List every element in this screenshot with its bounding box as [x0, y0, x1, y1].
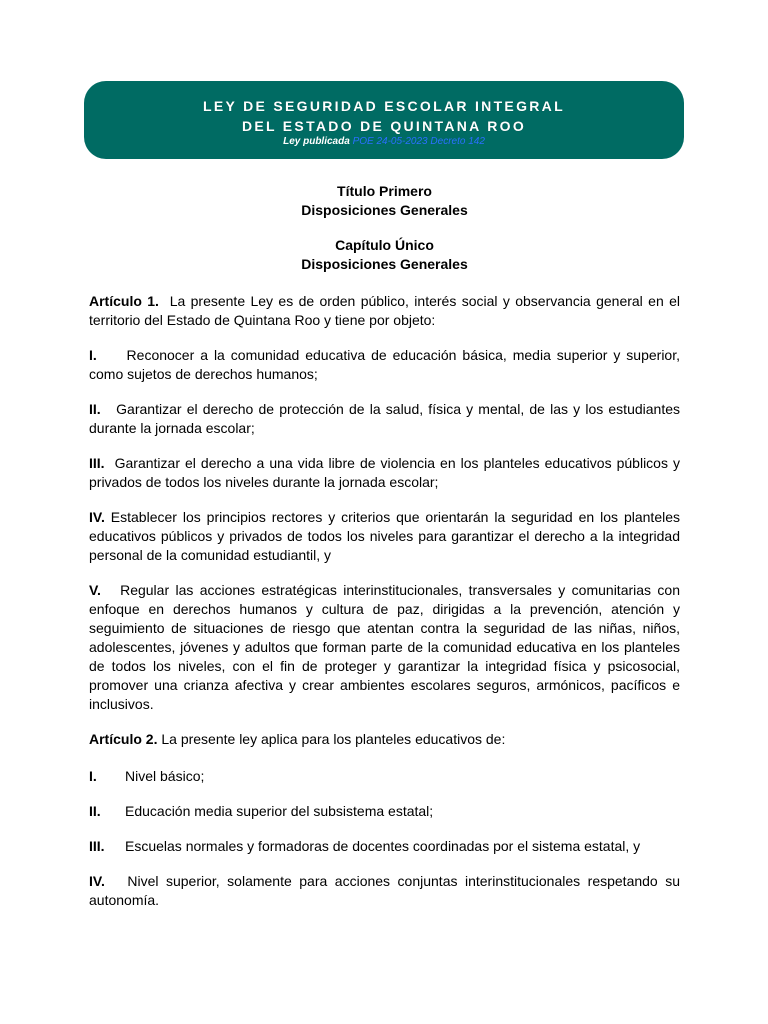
- item-text: Reconocer a la comunidad educativa de educación básica, media superior y superior, como sujetos de derechos humanos;: [89, 347, 680, 382]
- law-title-line1: LEY DE SEGURIDAD ESCOLAR INTEGRAL: [203, 98, 565, 114]
- article-1-label: Artículo 1.: [89, 293, 159, 309]
- item-number: II.: [89, 401, 101, 417]
- item-number: II.: [89, 803, 101, 819]
- document-body: [89, 182, 680, 910]
- article-1-item-v: [89, 581, 680, 714]
- item-text: Escuelas normales y formadoras de docentes coordinadas por el sistema estatal, y: [125, 838, 641, 854]
- item-text: Regular las acciones estratégicas interinstitucionales, transversales y comunitarias con enfoque en derechos humanos y cultura de paz, dirigidas a la prevención, atención y seguimiento de situaciones de riesgo que atentan contra la seguridad de las niñas, niños, adolescentes, jóvenes y adultos que forman parte de la comunidad educativa en los planteles de todos los niveles, con el fin de proteger y garantizar la integridad física y psicosocial, promover una crianza afectiva y crear ambientes escolares seguros, armónicos, pacíficos e inclusivos.: [89, 582, 680, 712]
- published-link-poe[interactable]: POE 24-05-2023: [352, 136, 428, 147]
- published-label: Ley publicada: [283, 136, 350, 147]
- item-number: IV.: [89, 509, 105, 525]
- article-2-text: La presente ley aplica para los planteles educativos de:: [161, 731, 506, 747]
- item-number: V.: [89, 582, 101, 598]
- item-text: Garantizar el derecho de protección de la salud, física y mental, de las y los estudiantes durante la jornada escolar;: [89, 401, 681, 436]
- article-2-label: Artículo 2.: [89, 731, 158, 747]
- heading-disposiciones-generales-1: Disposiciones Generales: [301, 202, 468, 218]
- item-number: III.: [89, 455, 105, 471]
- article-1-item-iv: [89, 508, 680, 565]
- item-number: I.: [89, 347, 97, 363]
- item-text: Educación media superior del subsistema estatal;: [125, 803, 434, 819]
- heading-disposiciones-generales-2: Disposiciones Generales: [301, 256, 468, 272]
- heading-titulo-primero: Título Primero: [337, 183, 432, 199]
- document-header-banner: [84, 81, 684, 159]
- item-text: Garantizar el derecho a una vida libre de violencia en los planteles educativos públicos y privados de todos los niveles durante la jornada escolar;: [89, 455, 680, 490]
- article-1-item-ii: [89, 400, 680, 438]
- article-1-intro: [89, 292, 680, 330]
- article-2-item-i: [89, 767, 680, 786]
- article-1-item-iii: [89, 454, 680, 492]
- item-text: Nivel superior, solamente para acciones conjuntas interinstitucionales respetando su autonomía.: [89, 873, 680, 908]
- item-text: Nivel básico;: [125, 768, 205, 784]
- heading-capitulo-unico: Capítulo Único: [335, 237, 434, 253]
- item-number: I.: [89, 768, 97, 784]
- article-1-text: La presente Ley es de orden público, interés social y observancia general en el territorio del Estado de Quintana Roo y tiene por objeto:: [89, 293, 680, 328]
- published-link-decreto[interactable]: Decreto 142: [430, 136, 485, 147]
- article-2-item-iii: [89, 837, 680, 856]
- article-1-item-i: [89, 346, 680, 384]
- item-number: IV.: [89, 873, 105, 889]
- item-text: Establecer los principios rectores y criterios que orientarán la seguridad en los planteles educativos públicos y privados de todos los niveles para garantizar el derecho a la integridad personal de la comunidad estudiantil, y: [89, 509, 681, 563]
- article-2-intro: [89, 730, 680, 749]
- publication-line: [84, 136, 684, 148]
- item-number: III.: [89, 838, 105, 854]
- article-2-item-ii: [89, 802, 680, 821]
- article-2-item-iv: [89, 872, 680, 910]
- law-title-line2: DEL ESTADO DE QUINTANA ROO: [241, 118, 527, 134]
